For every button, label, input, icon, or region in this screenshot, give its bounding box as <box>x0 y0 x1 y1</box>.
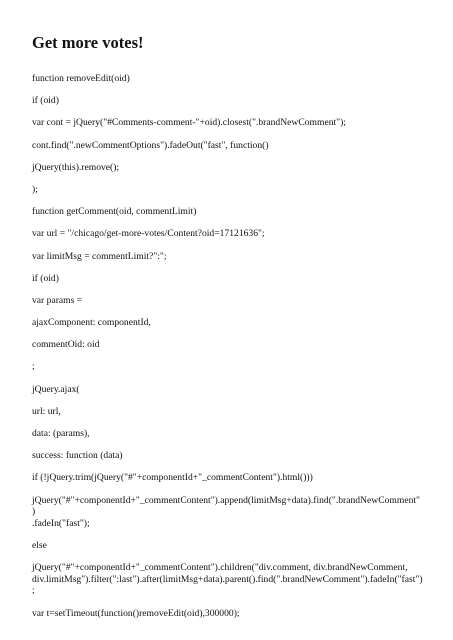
code-line: data: (params), <box>32 428 90 439</box>
code-line: commentOid: oid <box>32 339 100 351</box>
code-line: if (oid) <box>32 272 59 284</box>
code-line: var params = <box>32 294 83 306</box>
code-line: function removeEdit(oid) <box>32 73 130 84</box>
code-line: else <box>32 539 47 551</box>
code-line: if (!jQuery.trim(jQuery("#"+componentId+"_commentContent").html())) <box>32 472 313 484</box>
code-line: var limitMsg = commentLimit?":"; <box>32 250 167 262</box>
code-line: var t=setTimeout(function()removeEdit(oid),300000); <box>32 607 240 619</box>
code-line: url: url, <box>32 405 61 417</box>
code-lines <box>32 73 423 619</box>
code-line: cont.find(".newCommentOptions").fadeOut("fast", function() <box>32 139 269 151</box>
code-line: jQuery("#"+componentId+"_commentContent").children("div.comment, div.brandNewComment, div.limitMsg").filter(":last").after(limitMsg+data).parent().find(".brandNewComment").fadeIn("fast"); <box>32 562 423 597</box>
code-line: jQuery.ajax( <box>32 383 80 395</box>
code-line: jQuery(this).remove(); <box>32 161 120 173</box>
code-line: function getComment(oid, commentLimit) <box>32 206 197 218</box>
code-line: var cont = jQuery("#Comments-comment-"+oid).closest(".brandNewComment"); <box>32 117 346 129</box>
code-line: if (oid) <box>32 95 59 107</box>
code-line: ajaxComponent: componentId, <box>32 317 151 329</box>
code-line: success: function (data) <box>32 450 123 462</box>
code-line: ); <box>32 183 38 195</box>
document-title: Get more votes! <box>32 33 144 52</box>
code-line: jQuery("#"+componentId+"_commentContent").append(limitMsg+data).find(".brandNewComment") .fadeIn("fast"); <box>32 494 420 529</box>
code-line: ; <box>32 361 35 373</box>
code-line: var url = "/chicago/get-more-votes/Content?oid=17121636"; <box>32 228 265 240</box>
